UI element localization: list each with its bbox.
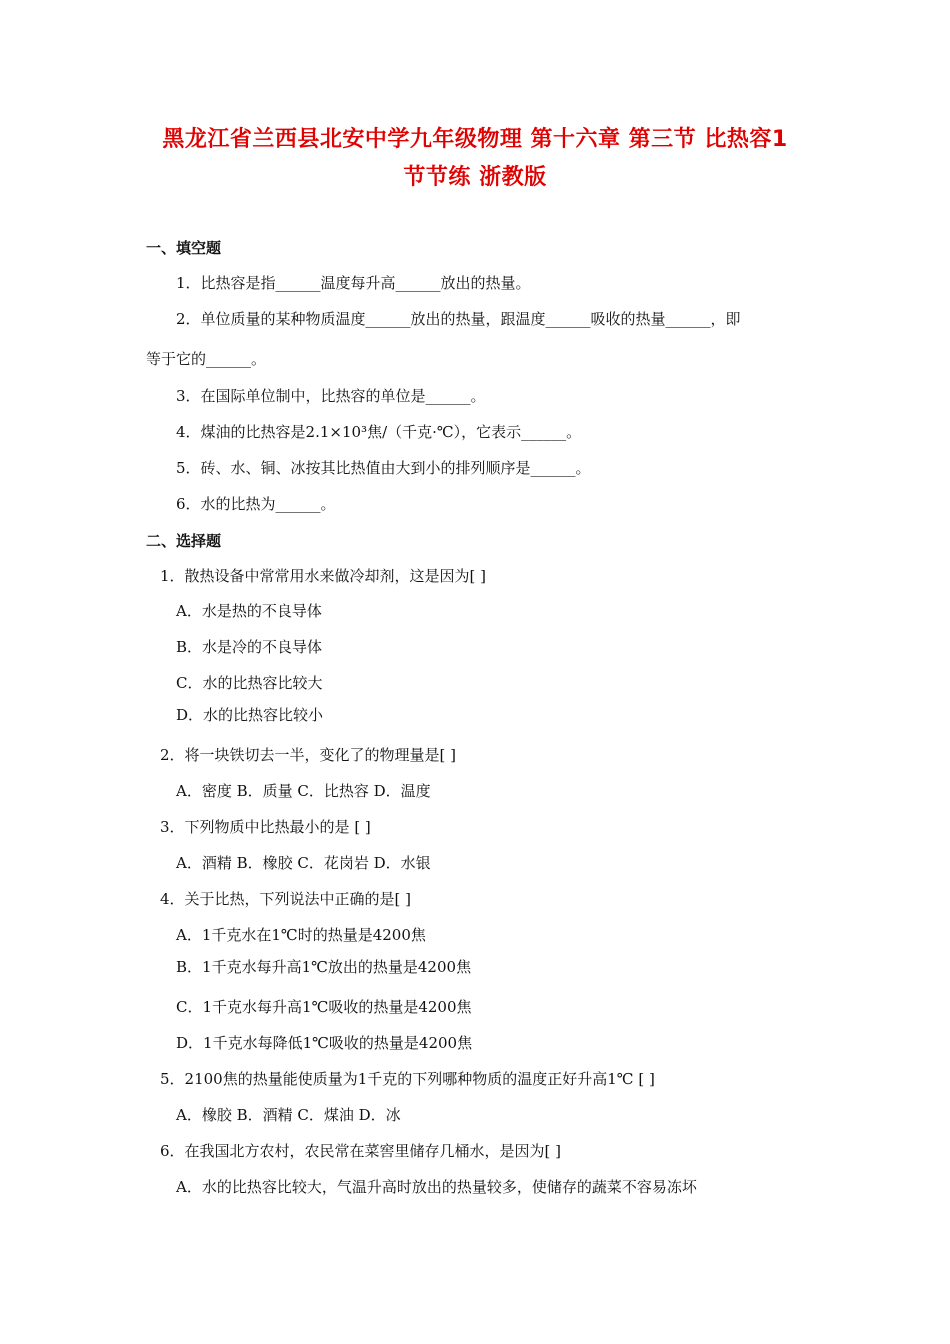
fill-question-4: 4．煤油的比热容是2.1×10³焦/（千克·℃），它表示______。 <box>176 423 582 441</box>
fill-question-1: 1．比热容是指______温度每升高______放出的热量。 <box>176 274 531 292</box>
fill-question-5: 5．砖、水、铜、冰按其比热值由大到小的排列顺序是______。 <box>176 459 591 477</box>
choice-q4-option-a: A．1千克水在1℃时的热量是4200焦 <box>176 926 426 944</box>
section-heading-fill-in: 一、填空题 <box>146 239 222 257</box>
choice-question-6: 6．在我国北方农村，农民常在菜窖里储存几桶水，是因为[ ] <box>160 1142 562 1160</box>
choice-question-5: 5．2100焦的热量能使质量为1千克的下列哪种物质的温度正好升高1℃ [ ] <box>160 1070 655 1088</box>
choice-question-2: 2．将一块铁切去一半，变化了的物理量是[ ] <box>160 746 457 764</box>
choice-q6-option-a: A．水的比热容比较大，气温升高时放出的热量较多，使储存的蔬菜不容易冻坏 <box>176 1178 697 1196</box>
choice-q5-options: A．橡胶 B．酒精 C．煤油 D．冰 <box>176 1106 401 1124</box>
choice-q1-option-c: C．水的比热容比较大 <box>176 674 323 692</box>
choice-q1-option-b: B．水是冷的不良导体 <box>176 638 323 656</box>
choice-q1-option-a: A．水是热的不良导体 <box>176 602 322 620</box>
choice-question-3: 3．下列物质中比热最小的是 [ ] <box>160 818 371 836</box>
fill-question-6: 6．水的比热为______。 <box>176 495 336 513</box>
section-heading-choice: 二、选择题 <box>146 532 222 550</box>
choice-q4-option-c: C．1千克水每升高1℃吸收的热量是4200焦 <box>176 998 472 1016</box>
choice-q4-option-b: B．1千克水每升高1℃放出的热量是4200焦 <box>176 958 472 976</box>
choice-question-4: 4．关于比热，下列说法中正确的是[ ] <box>160 890 412 908</box>
document-title-line2: 节节练 浙教版 <box>403 165 547 190</box>
fill-question-3: 3．在国际单位制中，比热容的单位是______。 <box>176 387 486 405</box>
choice-q3-options: A．酒精 B．橡胶 C．花岗岩 D．水银 <box>176 854 431 872</box>
fill-question-2-continued: 等于它的______。 <box>146 350 267 368</box>
document-title-line1: 黑龙江省兰西县北安中学九年级物理 第十六章 第三节 比热容1 <box>162 127 788 152</box>
choice-q4-option-d: D．1千克水每降低1℃吸收的热量是4200焦 <box>176 1034 473 1052</box>
choice-question-1: 1．散热设备中常常用水来做冷却剂，这是因为[ ] <box>160 567 487 585</box>
choice-q1-option-d: D．水的比热容比较小 <box>176 706 324 724</box>
fill-question-2: 2．单位质量的某种物质温度______放出的热量，跟温度______吸收的热量______，即 <box>176 310 741 328</box>
choice-q2-options: A．密度 B．质量 C．比热容 D．温度 <box>176 782 431 800</box>
